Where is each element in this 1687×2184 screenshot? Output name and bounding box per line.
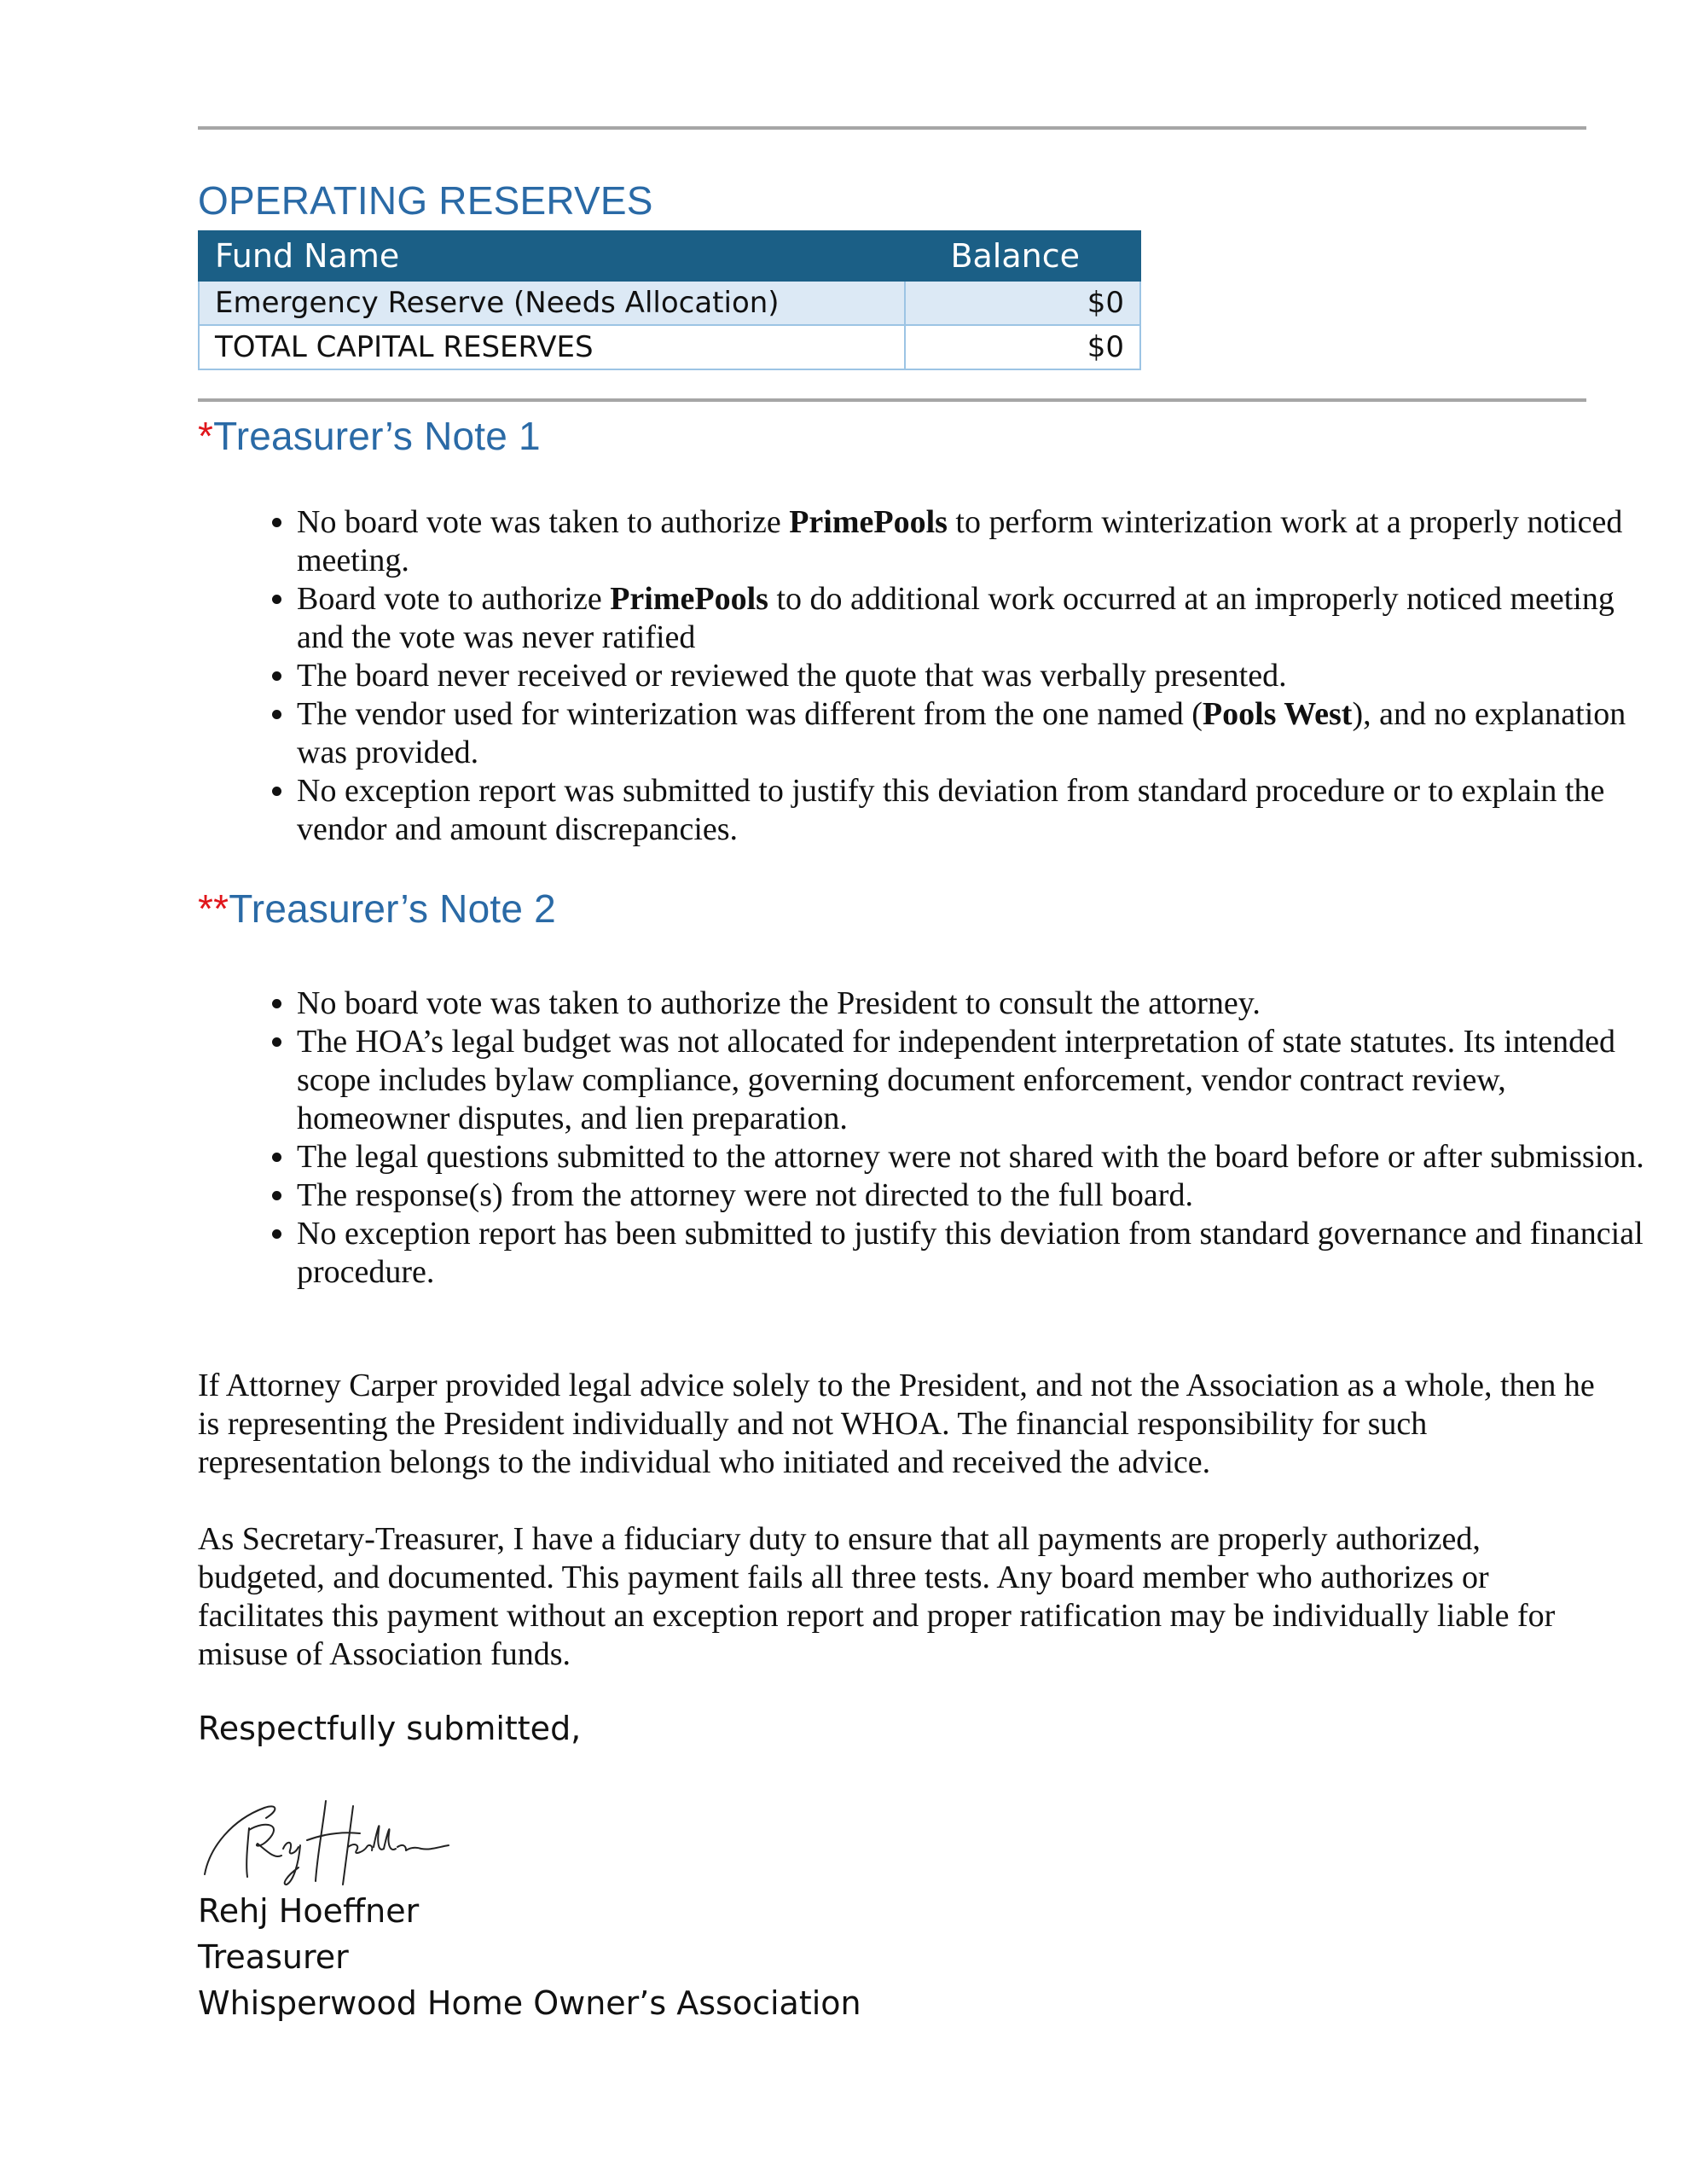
fund-name-cell: TOTAL CAPITAL RESERVES bbox=[199, 325, 905, 369]
table-row bbox=[199, 325, 1140, 369]
signer-organization: Whisperwood Home Owner’s Association bbox=[198, 1984, 861, 2022]
note2-marker: ** bbox=[198, 886, 229, 931]
list-item: • The legal questions submitted to the attorney were not shared with the board before or after submission. bbox=[297, 1138, 1644, 1176]
list-item: • No exception report has been submitted to justify this deviation from standard governance and financial procedure. bbox=[297, 1215, 1644, 1292]
note2-list bbox=[247, 985, 1644, 1292]
list-item: • No board vote was taken to authorize PrimePools to perform winterization work at a properly noticed meeting. bbox=[297, 503, 1644, 580]
signer-role: Treasurer bbox=[198, 1938, 349, 1976]
section-divider bbox=[198, 398, 1586, 402]
list-item: • Board vote to authorize PrimePools to do additional work occurred at an improperly noticed meeting and the vote was never ratified bbox=[297, 580, 1644, 657]
fiduciary-paragraph: As Secretary-Treasurer, I have a fiduciary duty to ensure that all payments are properly authorized, budgeted, and documented. This payment fails all three tests. Any board member who authorizes or facilitates this payment without an exception report and proper ratification may be individually liable for misuse of Association funds. bbox=[198, 1521, 1556, 1672]
attorney-paragraph: If Attorney Carper provided legal advice solely to the President, and not the Association as a whole, then he is representing the President individually and not WHOA. The financial responsibility for such representation belongs to the individual who initiated and received the advice. bbox=[198, 1368, 1595, 1480]
list-item: • The HOA’s legal budget was not allocated for independent interpretation of state statutes. Its intended scope includes bylaw compliance, governing document enforcement, vendor contract review, homeowner disputes, and lien preparation. bbox=[297, 1023, 1644, 1138]
list-item: • The response(s) from the attorney were not directed to the full board. bbox=[297, 1176, 1644, 1215]
col-header-fund-name: Fund Name bbox=[199, 231, 905, 281]
list-item: • No board vote was taken to authorize the President to consult the attorney. bbox=[297, 985, 1644, 1023]
col-header-balance: Balance bbox=[905, 231, 1140, 281]
reserves-table bbox=[198, 230, 1141, 370]
operating-reserves-title: OPERATING RESERVES bbox=[198, 178, 653, 223]
note1-marker: * bbox=[198, 414, 214, 458]
top-divider bbox=[198, 126, 1586, 130]
table-header-row bbox=[199, 231, 1140, 281]
list-item: • The board never received or reviewed the quote that was verbally presented. bbox=[297, 657, 1644, 695]
note2-heading bbox=[198, 886, 556, 932]
note1-list bbox=[247, 503, 1644, 849]
note1-heading bbox=[198, 413, 541, 459]
note1-title: Treasurer’s Note 1 bbox=[213, 414, 541, 458]
balance-cell: $0 bbox=[905, 281, 1140, 325]
table-row bbox=[199, 281, 1140, 325]
signature-image bbox=[198, 1796, 454, 1890]
note2-title: Treasurer’s Note 2 bbox=[229, 886, 556, 931]
list-item: • The vendor used for winterization was different from the one named (Pools West), and no explanation was provided. bbox=[297, 695, 1644, 772]
balance-cell: $0 bbox=[905, 325, 1140, 369]
salutation: Respectfully submitted, bbox=[198, 1710, 582, 1747]
list-item: • No exception report was submitted to justify this deviation from standard procedure or to explain the vendor and amount discrepancies. bbox=[297, 772, 1644, 849]
fund-name-cell: Emergency Reserve (Needs Allocation) bbox=[199, 281, 905, 325]
signer-name: Rehj Hoeffner bbox=[198, 1892, 420, 1930]
